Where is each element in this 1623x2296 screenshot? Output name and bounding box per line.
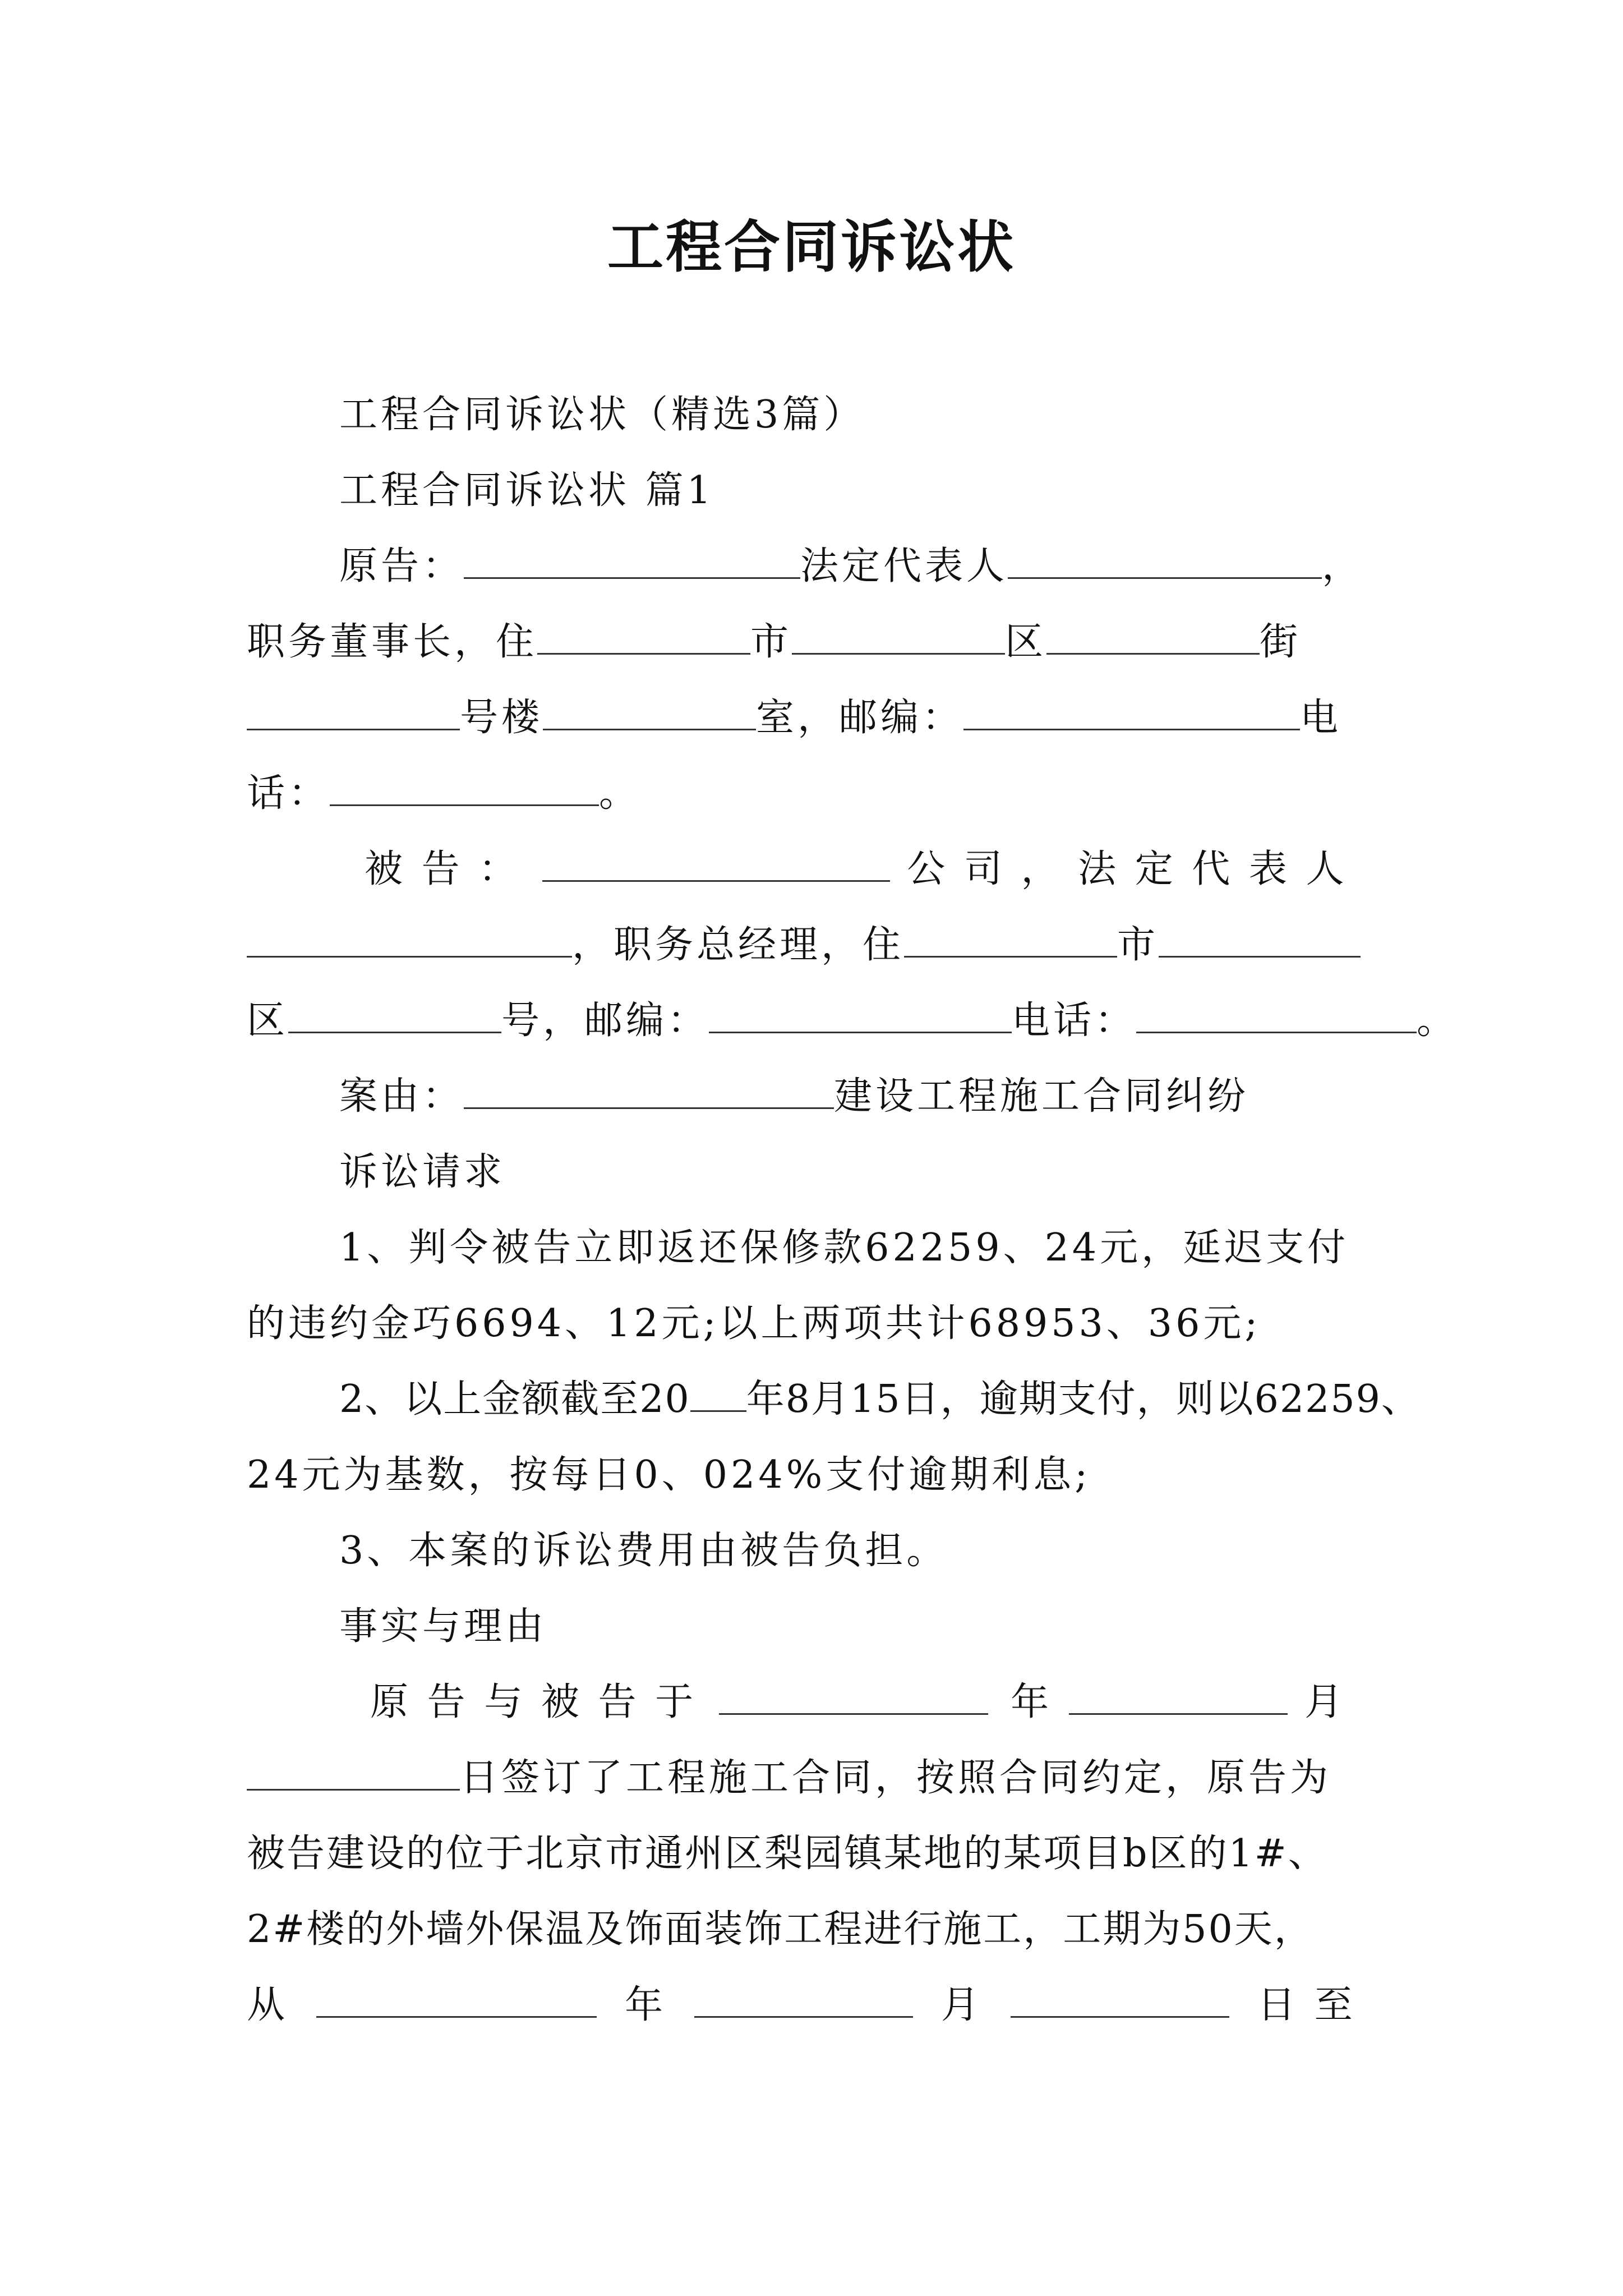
- text-run: 年: [625, 1983, 667, 2027]
- text-run: 日签订了工程施工合同，按照合同约定，原告为: [460, 1756, 1332, 1800]
- fill-blank: [330, 770, 599, 806]
- plaintiff-address-line: [247, 614, 1396, 670]
- fill-blank: [904, 921, 1117, 958]
- fill-blank: [288, 997, 501, 1033]
- text-run: 被告建设的位于北京市通州区梨园镇某地的某项目b区的1#、: [247, 1832, 1328, 1876]
- text-run: 月: [941, 1983, 983, 2027]
- text-run: 3、本案的诉讼费用由被告负担。: [339, 1529, 948, 1573]
- text-run: 街: [1260, 620, 1302, 664]
- fill-blank: [694, 1981, 913, 2018]
- facts-line-2: [247, 1750, 1396, 1806]
- fill-blank: [247, 1754, 460, 1791]
- text-run: 的违约金巧6694、12元;以上两项共计68953、36元;: [247, 1301, 1261, 1346]
- facts-line-4: [247, 1902, 1396, 1958]
- fill-blank: [709, 997, 1012, 1033]
- text-run: 市: [1117, 923, 1159, 967]
- text-run: 日 至: [1257, 1983, 1356, 2027]
- facts-line-3: [247, 1826, 1396, 1882]
- text-run: 市: [750, 620, 792, 664]
- claim-1-line: [339, 1220, 1396, 1276]
- defendant-address-line: [247, 917, 1396, 973]
- section-heading: [339, 463, 1396, 519]
- text-run: 法定代表人: [800, 544, 1008, 588]
- defendant-address-line-2: [247, 993, 1459, 1049]
- text-run: 年8月15日，逾期支付，则以62259、: [746, 1377, 1421, 1421]
- fill-blank: [464, 542, 800, 579]
- claims-heading: [339, 1144, 1396, 1200]
- fill-blank: [719, 1678, 988, 1715]
- fill-blank: [247, 694, 460, 730]
- text-run: 24元为基数，按每日0、024%支付逾期利息;: [247, 1453, 1091, 1497]
- claim-1-line-2: [247, 1296, 1396, 1352]
- fill-blank: [1046, 618, 1260, 655]
- fill-blank: [543, 694, 756, 730]
- defendant-line: [365, 841, 1422, 898]
- text-run: 职务董事长，住: [247, 620, 538, 664]
- fill-blank: [1136, 997, 1417, 1033]
- document-title: 工程合同诉讼状: [607, 214, 1016, 280]
- text-run: 被 告 ：: [365, 847, 520, 891]
- fill-blank: [1069, 1678, 1288, 1715]
- text-run: 室，邮编：: [756, 696, 964, 740]
- fill-blank: [537, 618, 750, 655]
- text-run: 区: [1005, 620, 1047, 664]
- fill-blank: [792, 618, 1005, 655]
- text-run: 事实与理由: [339, 1604, 547, 1649]
- plaintiff-phone-line: [247, 766, 1396, 822]
- text-run: 工程合同诉讼状 篇1: [339, 468, 714, 513]
- text-run: 号楼: [460, 696, 543, 740]
- text-run: 。: [599, 771, 641, 816]
- plaintiff-line: [339, 539, 1396, 595]
- claim-2-line-2: [247, 1447, 1396, 1503]
- text-run: ，职务总经理，住: [572, 923, 905, 967]
- plaintiff-address-line-2: [247, 690, 1396, 746]
- facts-line-5: [247, 1977, 1396, 2033]
- text-run: 2#楼的外墙外保温及饰面装饰工程进行施工，工期为50天，: [247, 1907, 1314, 1952]
- text-run: 原 告 与 被 告 于: [370, 1680, 697, 1724]
- fill-blank: [464, 1073, 834, 1109]
- text-run: 话：: [247, 771, 330, 816]
- fill-blank: [247, 921, 572, 958]
- fill-blank: [316, 1981, 597, 2018]
- fill-blank: [963, 694, 1300, 730]
- fill-blank: [690, 1375, 746, 1412]
- text-run: 公 司 ， 法 定 代 表 人: [907, 847, 1348, 891]
- text-run: 从: [247, 1983, 289, 2027]
- text-run: 2、以上金额截至20: [339, 1377, 690, 1421]
- text-run: 电: [1300, 696, 1342, 740]
- claim-2-line: [339, 1372, 1421, 1428]
- claim-3-line: [339, 1523, 1396, 1579]
- text-run: 1、判令被告立即返还保修款62259、24元，延迟支付: [339, 1226, 1349, 1270]
- fill-blank: [1008, 542, 1322, 579]
- fill-blank: [542, 845, 890, 882]
- text-run: 电话：: [1012, 999, 1137, 1043]
- fill-blank: [1159, 921, 1361, 958]
- text-run: 号，邮编：: [501, 999, 709, 1043]
- text-run: 诉讼请求: [339, 1150, 506, 1194]
- text-run: 区: [247, 999, 289, 1043]
- text-run: ，: [1322, 544, 1364, 588]
- facts-heading: [339, 1599, 1396, 1655]
- subtitle-line: [339, 387, 1396, 443]
- text-run: 工程合同诉讼状（精选3篇）: [339, 393, 865, 437]
- text-run: 月: [1304, 1680, 1347, 1724]
- text-run: 建设工程施工合同纠纷: [834, 1074, 1249, 1119]
- text-run: 。: [1417, 999, 1459, 1043]
- fill-blank: [1011, 1981, 1229, 2018]
- text-run: 原告：: [339, 544, 464, 588]
- case-cause-line: [339, 1069, 1396, 1125]
- facts-line-1: [370, 1674, 1427, 1731]
- text-run: 年: [1011, 1680, 1053, 1724]
- text-run: 案由：: [339, 1074, 464, 1119]
